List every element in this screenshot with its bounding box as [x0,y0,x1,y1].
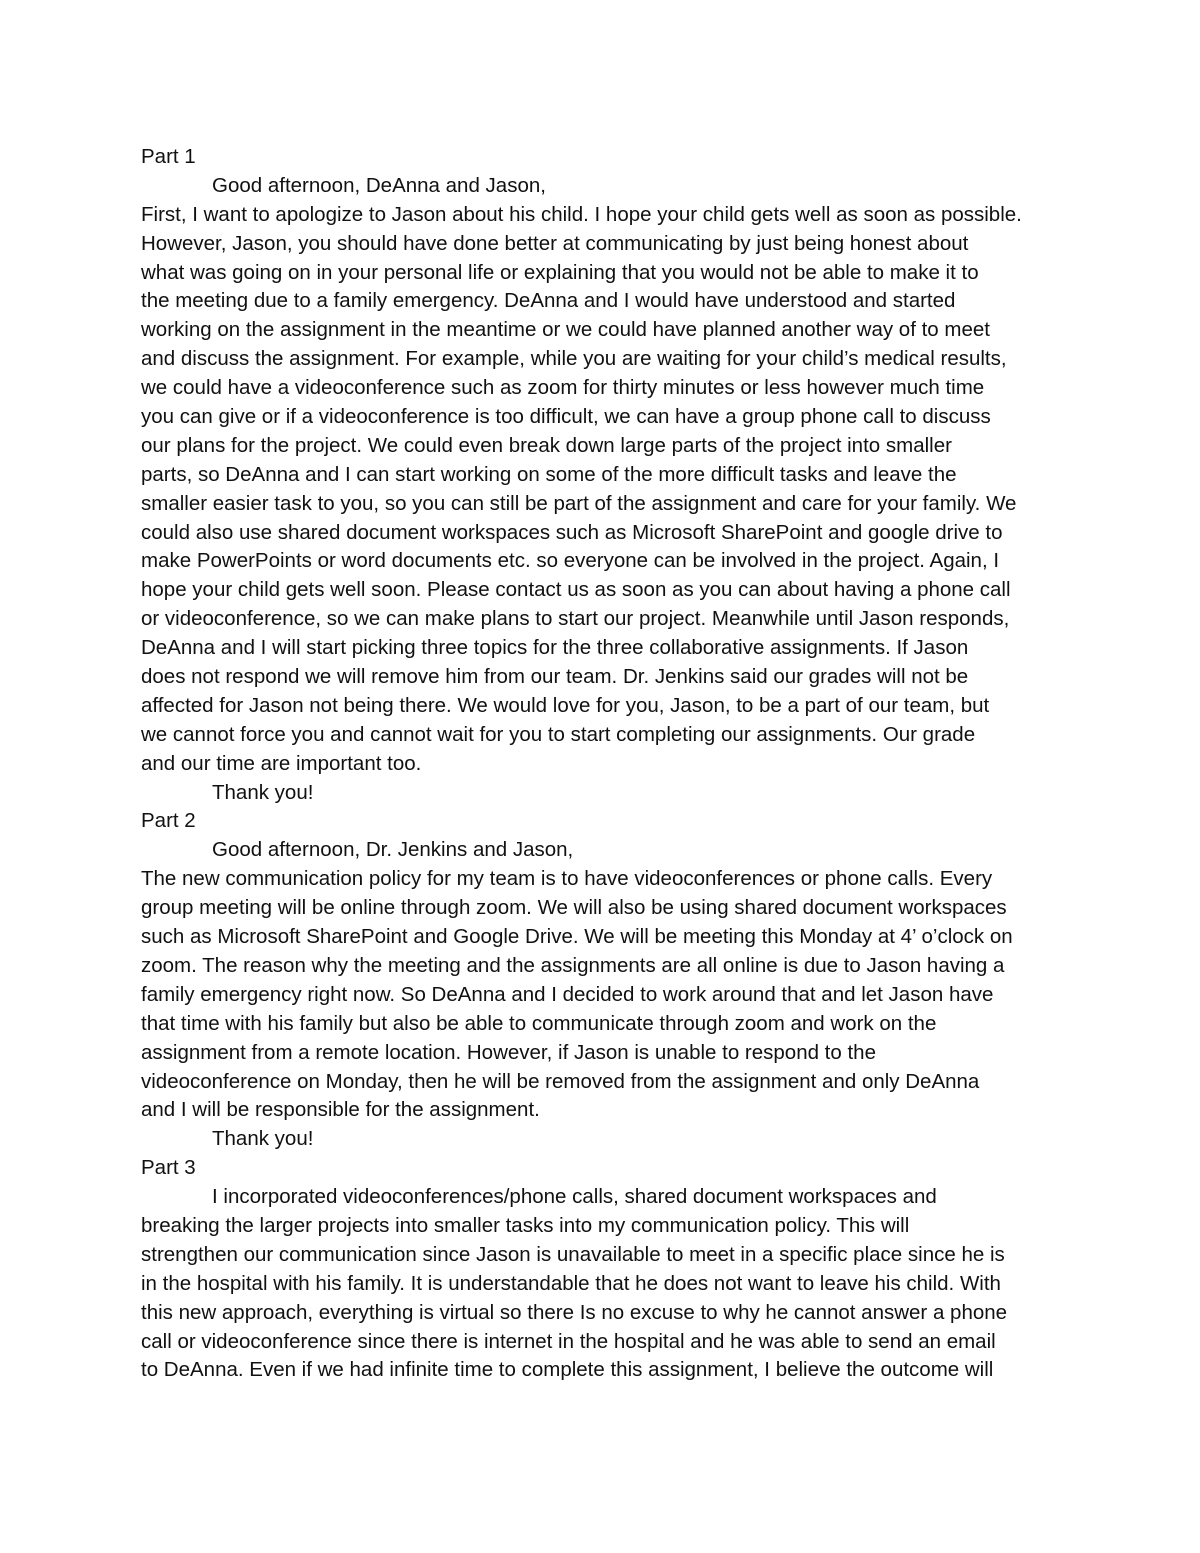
text-line: and our time are important too. [141,751,422,775]
text-line: smaller easier task to you, so you can still be part of the assignment and care for your family. We [141,491,1017,515]
text-line: does not respond we will remove him from our team. Dr. Jenkins said our grades will not be [141,665,969,689]
section-heading: Part 3 [141,1156,196,1180]
text-line: parts, so DeAnna and I can start working on some of the more difficult tasks and leave the [141,462,957,486]
text-line: However, Jason, you should have done better at communicating by just being honest about [141,231,969,255]
text-line: breaking the larger projects into smaller tasks into my communication policy. This will [141,1213,910,1237]
text-line: strengthen our communication since Jason is unavailable to meet in a specific place since he is [141,1242,1005,1266]
text-line: make PowerPoints or word documents etc. so everyone can be involved in the project. Again, I [141,549,1000,573]
text-line: Good afternoon, Dr. Jenkins and Jason, [212,838,574,862]
text-line: hope your child gets well soon. Please contact us as soon as you can about having a phone call [141,578,1011,602]
text-line: we could have a videoconference such as zoom for thirty minutes or less however much time [141,376,985,400]
text-line: in the hospital with his family. It is understandable that he does not want to leave his child. With [141,1271,1001,1295]
text-line: that time with his family but also be able to communicate through zoom and work on the [141,1011,937,1035]
text-line: family emergency right now. So DeAnna and I decided to work around that and let Jason have [141,982,994,1006]
text-line: could also use shared document workspaces such as Microsoft SharePoint and google drive to [141,520,1003,544]
text-line: working on the assignment in the meantime or we could have planned another way of to meet [141,318,990,342]
text-line: Thank you! [212,780,314,804]
text-line: assignment from a remote location. However, if Jason is unable to respond to the [141,1040,876,1064]
text-line: to DeAnna. Even if we had infinite time to complete this assignment, I believe the outcome will [141,1358,994,1382]
section-heading: Part 2 [141,809,196,833]
text-line: affected for Jason not being there. We would love for you, Jason, to be a part of our team, but [141,693,990,717]
text-line: what was going on in your personal life or explaining that you would not be able to make it to [141,260,979,284]
section-heading: Part 1 [141,145,196,168]
text-line: and I will be responsible for the assignment. [141,1098,540,1122]
text-line: I incorporated videoconferences/phone calls, shared document workspaces and [212,1185,937,1209]
text-line: you can give or if a videoconference is too difficult, we can have a group phone call to discuss [141,405,991,429]
text-line: Good afternoon, DeAnna and Jason, [212,173,546,197]
text-line: zoom. The reason why the meeting and the assignments are all online is due to Jason having a [141,953,1005,977]
text-line: and discuss the assignment. For example, while you are waiting for your child’s medical results, [141,347,1007,371]
text-line: the meeting due to a family emergency. DeAnna and I would have understood and started [141,289,956,313]
text-line: group meeting will be online through zoom. We will also be using shared document workspaces [141,896,1007,920]
text-line: we cannot force you and cannot wait for you to start completing our assignments. Our grade [141,722,976,746]
text-line: such as Microsoft SharePoint and Google Drive. We will be meeting this Monday at 4’ o’clock on [141,925,1013,949]
document-body [141,143,1071,1385]
text-line: DeAnna and I will start picking three topics for the three collaborative assignments. If Jason [141,636,969,660]
text-line: or videoconference, so we can make plans to start our project. Meanwhile until Jason responds, [141,607,1010,631]
text-line: videoconference on Monday, then he will be removed from the assignment and only DeAnna [141,1069,980,1093]
text-line: The new communication policy for my team is to have videoconferences or phone calls. Every [141,867,993,891]
text-line: this new approach, everything is virtual so there Is no excuse to why he cannot answer a phone [141,1300,1008,1324]
text-line: First, I want to apologize to Jason about his child. I hope your child gets well as soon as possible. [141,202,1022,226]
text-line: our plans for the project. We could even break down large parts of the project into smaller [141,433,952,457]
text-line: call or videoconference since there is internet in the hospital and he was able to send an email [141,1329,996,1353]
text-line: Thank you! [212,1127,314,1151]
